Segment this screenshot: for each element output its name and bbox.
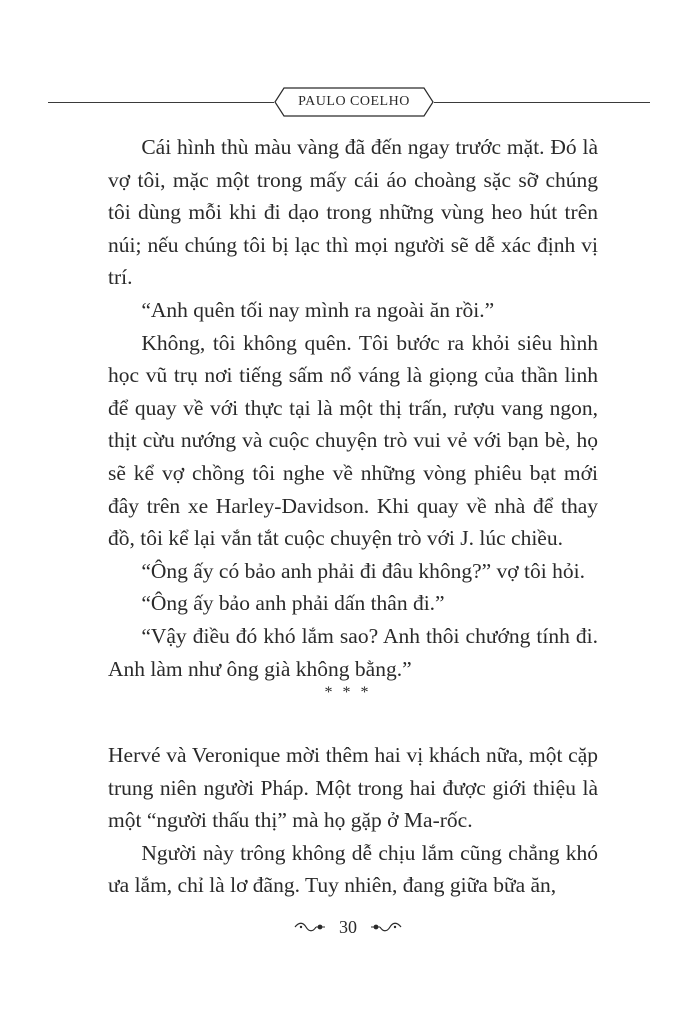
paragraph: Người này trông không dễ chịu lắm cũng chẳng khó ưa lắm, chỉ là lơ đãng. Tuy nhiên, đang giữa bữa ăn, (108, 840, 598, 898)
header-rule-right (434, 102, 650, 103)
scroll-flourish-icon (369, 920, 403, 934)
section-separator: * * * (324, 684, 372, 701)
header-rule-left (48, 102, 274, 103)
paragraph: Cái hình thù màu vàng đã đến ngay trước mặt. Đó là vợ tôi, mặc một trong mấy cái áo choàng sặc sỡ chúng tôi dùng mỗi khi đi dạo trong những vùng heo hút trên núi; nếu chúng tôi bị lạc thì mọi người sẽ dễ xác định vị trí. (108, 135, 598, 290)
paragraph: Không, tôi không quên. Tôi bước ra khỏi siêu hình học vũ trụ nơi tiếng sấm nổ váng là giọng của thần linh để quay về với thực tại là một thị trấn, rượu vang ngon, thịt cừu nướng và cuộc chuyện trò vui vẻ với bạn bè, họ sẽ kể vợ chồng tôi nghe về những vòng phiêu bạt mới đây trên xe Harley-Davidson. Khi quay về nhà để thay đồ, tôi kể lại vắn tắt cuộc chuyện trò với J. lúc chiều. (108, 330, 598, 551)
paragraph: “Anh quên tối nay mình ra ngoài ăn rồi.” (141, 297, 495, 322)
paragraph: “Ông ấy bảo anh phải dấn thân đi.” (141, 591, 445, 616)
paragraph: “Vậy điều đó khó lắm sao? Anh thôi chướng tính đi. Anh làm như ông già không bằng.” (108, 623, 598, 681)
paragraph: Hervé và Veronique mời thêm hai vị khách nữa, một cặp trung niên người Pháp. Một trong hai được giới thiệu là một “người thấu thị” mà họ gặp ở Ma-rốc. (108, 743, 598, 833)
author-name: PAULO COELHO (298, 94, 410, 109)
main-text (108, 131, 598, 685)
page-footer (0, 912, 696, 942)
paragraph: “Ông ấy có bảo anh phải đi đâu không?” vợ tôi hỏi. (141, 558, 585, 583)
scroll-flourish-icon (293, 920, 327, 934)
running-header (0, 86, 696, 120)
page-number: 30 (339, 917, 357, 937)
section-two-text (108, 739, 598, 902)
